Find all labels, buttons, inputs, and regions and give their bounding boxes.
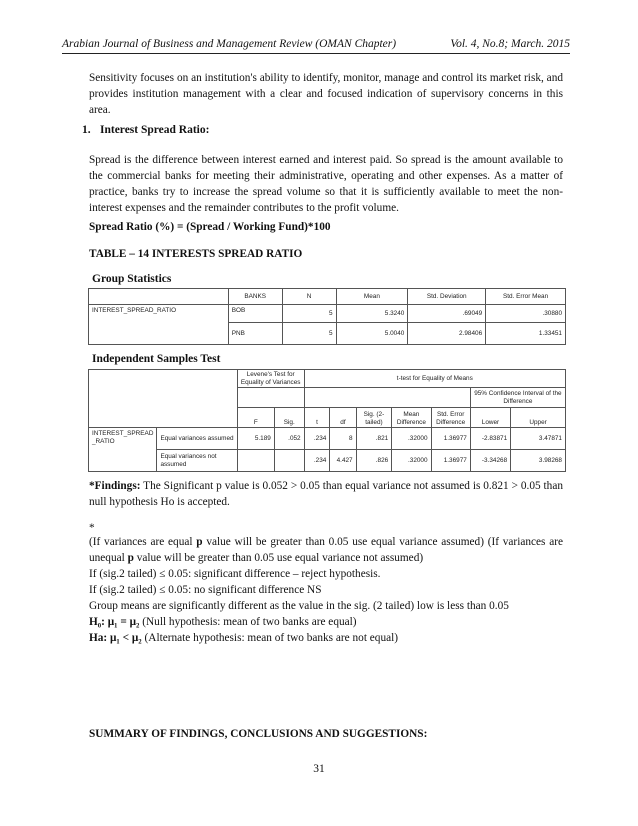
table-cell: 5.0040 (336, 323, 408, 345)
table-cell: 5.3240 (336, 305, 408, 323)
findings-text: The Significant p value is 0.052 > 0.05 than equal variance not assumed is 0.821 > 0.05 than null hypothesis Ho is accepted. (89, 480, 563, 508)
ci-header: 95% Confidence Interval of the Difference (470, 388, 565, 408)
table-cell: 3.98268 (511, 450, 566, 472)
section-number: 1. (82, 124, 91, 136)
column-header: BANKS (228, 289, 282, 305)
rule-line: If (sig.2 tailed) ≤ 0.05: no significant difference NS (89, 584, 322, 596)
table-header-row (89, 370, 566, 388)
running-header (62, 38, 570, 54)
table-cell: 3.47871 (511, 428, 566, 450)
column-header: Lower (470, 408, 510, 428)
table-cell (304, 388, 470, 408)
rule-text: p (127, 552, 134, 564)
table-cell: BOB (228, 305, 282, 323)
column-header: Mean (336, 289, 408, 305)
spread-paragraph: Spread is the difference between interest earned and interest paid. So spread is the amount available to the commercial banks for meeting their administrative, operating and other expenses. As a matter of practice, banks try to increase the spread volume so that it is sufficiently available to meet the non-interest expenses and the remainder contributes to the profit volume. (89, 154, 563, 214)
table-cell: .32000 (392, 450, 431, 472)
column-header: df (330, 408, 356, 428)
table-row (89, 305, 566, 323)
section-heading (82, 124, 209, 136)
page-number: 31 (313, 763, 325, 775)
findings-paragraph (89, 478, 563, 510)
group-stats-title: Group Statistics (92, 273, 172, 285)
hypothesis-text: (Alternate hypothesis: mean of two banks are not equal) (141, 632, 399, 644)
hypothesis-label: H₀: μ₁ = μ₂ (89, 616, 140, 628)
variable-name: INTEREST_SPREAD_RATIO (89, 305, 229, 323)
table-cell: 8 (330, 428, 356, 450)
table-cell: 5 (282, 323, 336, 345)
null-hypothesis (89, 614, 563, 630)
table-cell: .30880 (486, 305, 566, 323)
column-header: Std. Deviation (408, 289, 486, 305)
row-label: Equal variances not assumed (157, 450, 237, 472)
table-cell: 4.427 (330, 450, 356, 472)
intro-paragraph: Sensitivity focuses on an institution's ability to identify, monitor, manage and control its market risk, and provides institution management with a clear and focused indication of supervisory concerns in this area. (89, 72, 563, 116)
findings-label: *Findings: (89, 480, 141, 492)
section-title: Interest Spread Ratio: (100, 124, 210, 136)
variable-name: INTEREST_SPREAD _RATIO (89, 428, 157, 472)
column-header: Std. Error Mean (486, 289, 566, 305)
column-header: t (304, 408, 330, 428)
journal-title: Arabian Journal of Business and Management Review (OMAN Chapter) (62, 38, 397, 50)
table-header-row (89, 289, 566, 305)
table-row (89, 428, 566, 450)
table-cell: .052 (274, 428, 304, 450)
hypotheses-block (89, 614, 563, 646)
table-cell: 1.36977 (431, 450, 470, 472)
table-cell: PNB (228, 323, 282, 345)
table-cell (274, 450, 304, 472)
table-row (89, 450, 566, 472)
table-cell (89, 370, 238, 428)
row-label: Equal variances assumed (157, 428, 237, 450)
column-header: Sig. (274, 408, 304, 428)
table-row (89, 323, 566, 345)
table-cell (237, 450, 274, 472)
column-header: N (282, 289, 336, 305)
column-header: Upper (511, 408, 566, 428)
rule-text: (If variances are equal (89, 536, 197, 548)
hypothesis-text: (Null hypothesis: mean of two banks are equal) (139, 616, 357, 628)
column-header: Std. Error Difference (431, 408, 470, 428)
table-cell: 1.36977 (431, 428, 470, 450)
table-cell (89, 289, 229, 305)
rule-text: p (196, 536, 203, 548)
spread-formula: Spread Ratio (%) = (Spread / Working Fund)*100 (89, 221, 331, 233)
column-header: F (237, 408, 274, 428)
star-marker: * (89, 522, 95, 534)
group-statistics-table (88, 288, 566, 345)
table-cell: -2.83871 (470, 428, 510, 450)
table-cell: .69049 (408, 305, 486, 323)
rule-text: value will be greater than 0.05 use equal variance assumed) (If variances are unequal (89, 536, 563, 564)
table-cell: .821 (356, 428, 392, 450)
rules-block (89, 534, 563, 614)
table-title: TABLE – 14 INTERESTS SPREAD RATIO (89, 248, 303, 260)
hypothesis-label: Ha: μ₁ < μ₂ (89, 632, 142, 644)
table-cell: .234 (304, 428, 330, 450)
rule-line (89, 534, 563, 566)
table-cell: .32000 (392, 428, 431, 450)
table-cell (237, 388, 304, 408)
table-cell: 5.189 (237, 428, 274, 450)
independent-samples-table (88, 369, 566, 472)
column-header: Mean Difference (392, 408, 431, 428)
column-header: Sig. (2-tailed) (356, 408, 392, 428)
table-cell: .826 (356, 450, 392, 472)
ttest-header: t-test for Equality of Means (304, 370, 565, 388)
table-cell: 2.98406 (408, 323, 486, 345)
journal-volume: Vol. 4, No.8; March. 2015 (450, 38, 570, 50)
levene-header: Levene's Test for Equality of Variances (237, 370, 304, 388)
table-cell: .234 (304, 450, 330, 472)
rule-text: value will be greater than 0.05 use equal variance not assumed) (133, 552, 424, 564)
rule-line: Group means are significantly different as the value in the sig. (2 tailed) low is less than 0.05 (89, 600, 509, 612)
table-cell: -3.34268 (470, 450, 510, 472)
rule-line: If (sig.2 tailed) ≤ 0.05: significant difference – reject hypothesis. (89, 568, 381, 580)
alternate-hypothesis (89, 630, 563, 646)
summary-heading: SUMMARY OF FINDINGS, CONCLUSIONS AND SUGGESTIONS: (89, 728, 428, 740)
table-cell (89, 323, 229, 345)
indep-test-title: Independent Samples Test (92, 353, 221, 365)
table-cell: 5 (282, 305, 336, 323)
table-cell: 1.33451 (486, 323, 566, 345)
